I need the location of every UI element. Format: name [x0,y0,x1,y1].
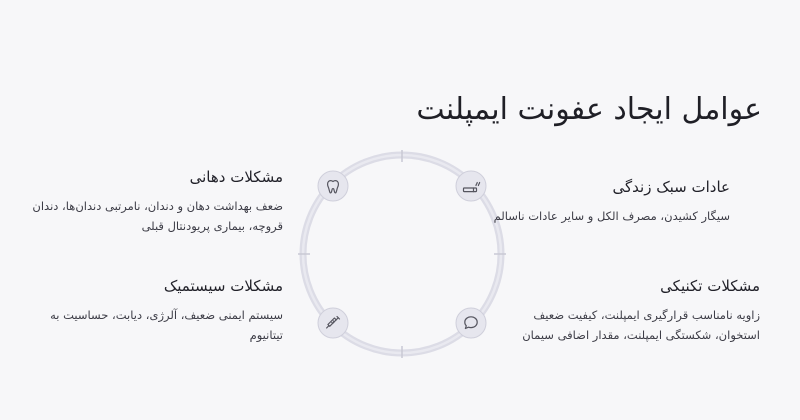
technical-node [456,308,486,338]
factor-lifestyle [470,178,730,226]
factor-technical-description: زاویه نامناسب قرارگیری ایمپلنت، کیفیت ضعیف استخوان، شکستگی ایمپلنت، مقدار اضافی سیمان [522,308,760,342]
factor-oral-description: ضعف بهداشت دهان و دندان، نامرتبی دندان‌ها، دندان قروچه، بیماری پریودنتال قبلی [32,199,283,233]
systemic-node [318,308,348,338]
factor-oral [23,168,283,236]
page-title: عوامل ایجاد عفونت ایمپلنت [416,92,762,127]
factor-systemic [23,277,283,345]
factor-lifestyle-title: عادات سبک زندگی [612,178,730,196]
factor-systemic-title: مشکلات سیستمیک [163,277,283,295]
oral-node [318,171,348,201]
factor-systemic-description: سیستم ایمنی ضعیف، آلرژی، دیابت، حساسیت به تیتانیوم [50,308,283,342]
factor-oral-title: مشکلات دهانی [189,168,283,186]
factor-technical [500,277,760,345]
factor-technical-title: مشکلات تکنیکی [660,277,760,295]
factor-lifestyle-description: سیگار کشیدن، مصرف الکل و سایر عادات ناسالم [493,209,730,223]
